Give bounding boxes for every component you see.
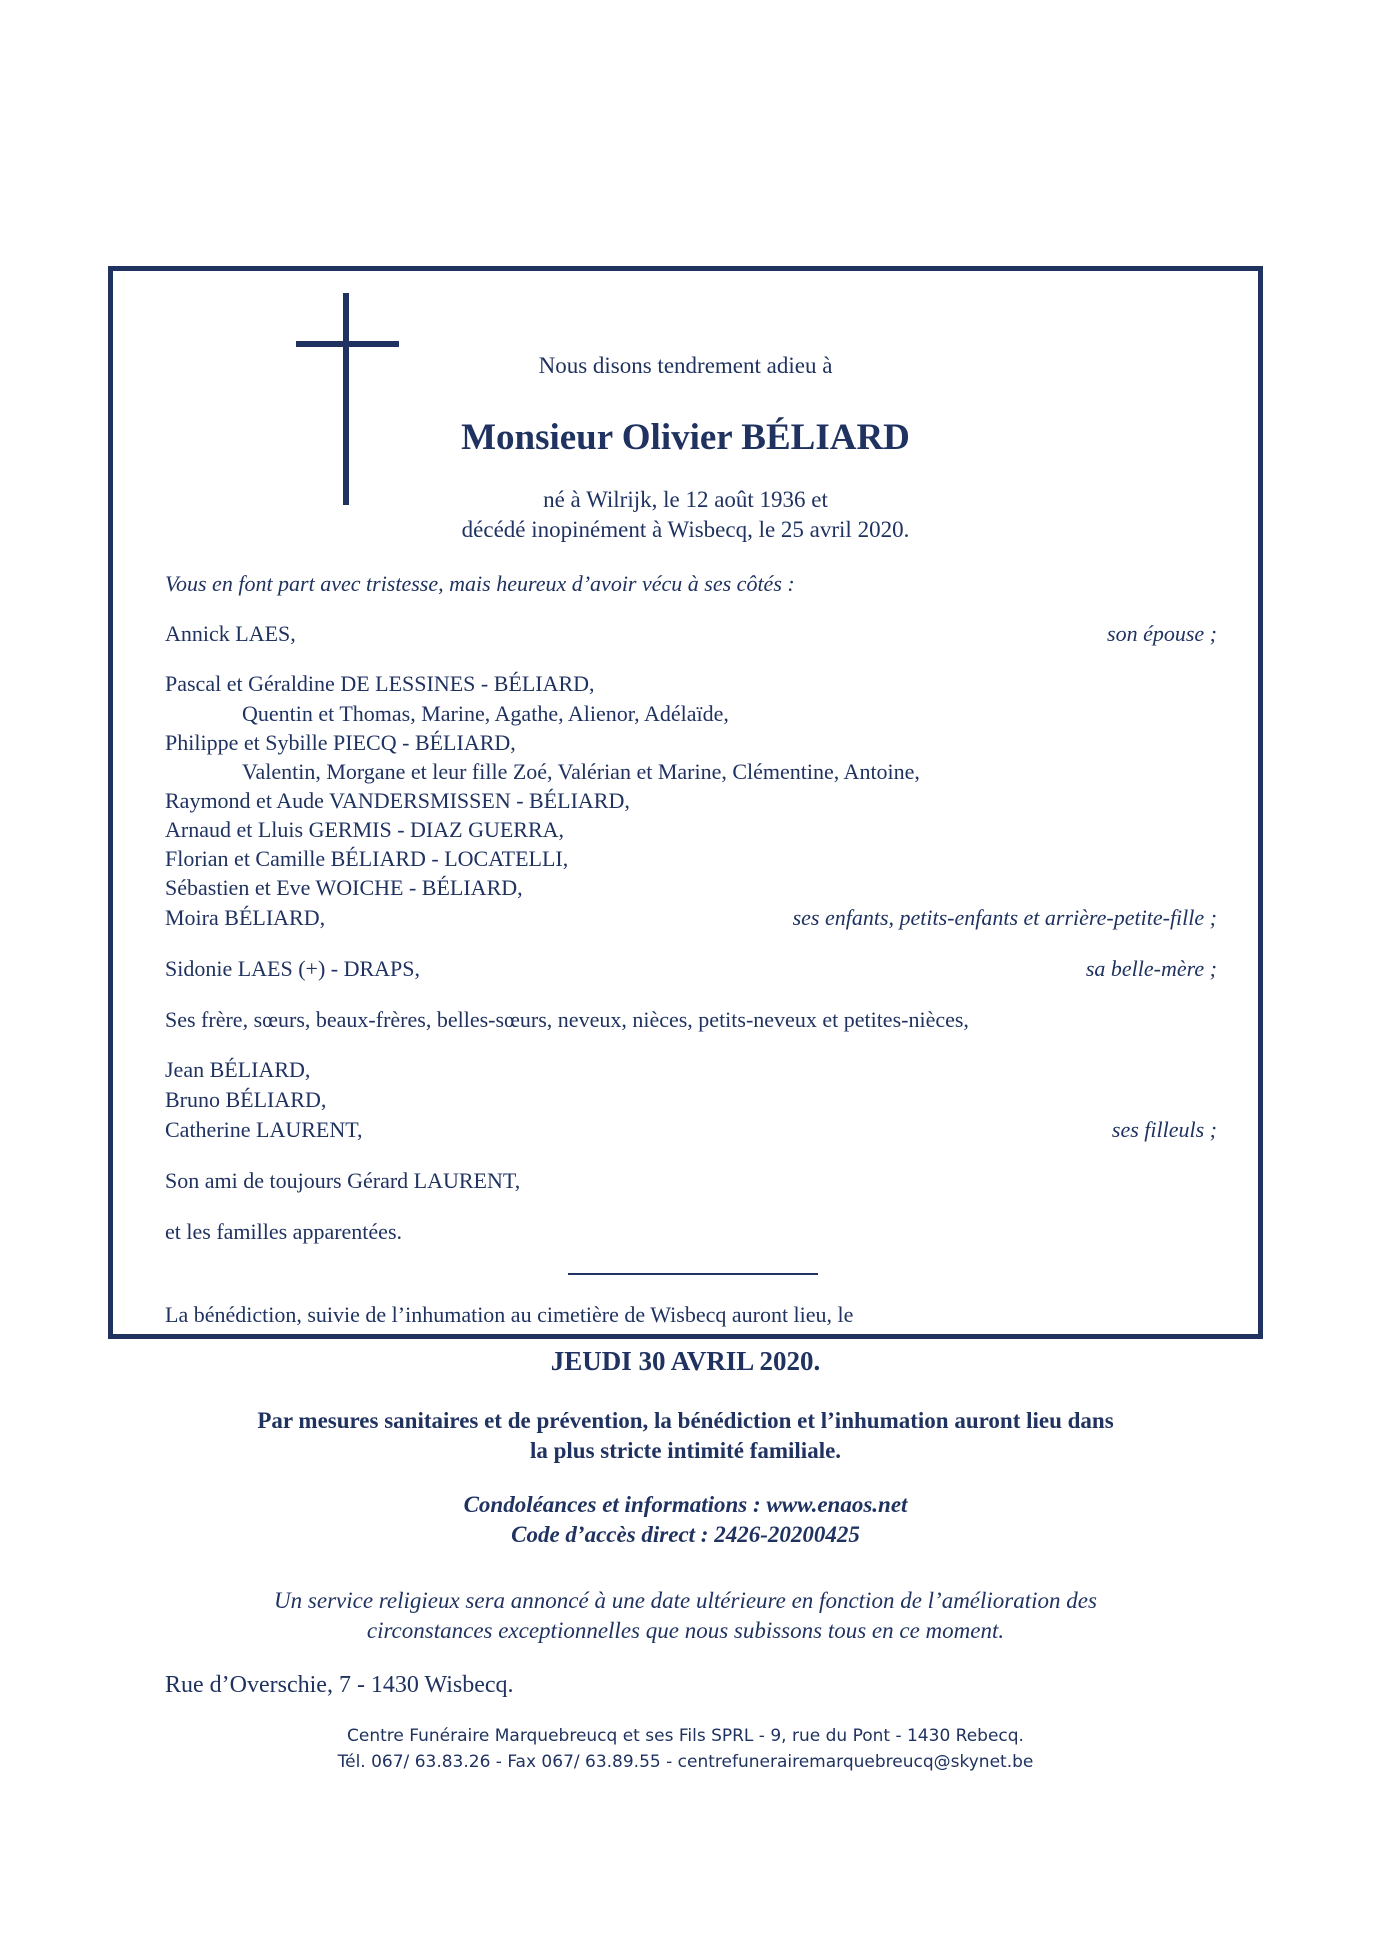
family-line: Philippe et Sybille PIECQ - BÉLIARD, [165,730,516,755]
family-line: Quentin et Thomas, Marine, Agathe, Alienor, Adélaïde, [242,701,729,726]
families-text: et les familles apparentées. [165,1219,403,1244]
service-line-1: Un service religieux sera annoncé à une date ultérieure en fonction de l’amélioration des [274,1588,1097,1613]
family-line: Valentin, Morgane et leur fille Zoé, Valérian et Marine, Clémentine, Antoine, [242,759,920,784]
family-line: Pascal et Géraldine DE LESSINES - BÉLIARD, [165,671,595,696]
mother-in-law-name: Sidonie LAES (+) - DRAPS, [165,956,421,981]
deceased-name: Monsieur Olivier BÉLIARD [461,417,910,458]
godchild-line: Bruno BÉLIARD, [165,1087,327,1112]
access-code-text: Code d’accès direct : 2426-20200425 [511,1522,860,1547]
footer-line-2: Tél. 067/ 63.83.26 - Fax 067/ 63.89.55 - centrefunerairemarquebreucq@skynet.be [337,1752,1034,1772]
footer-line-1: Centre Funéraire Marquebreucq et ses Fils SPRL - 9, rue du Pont - 1430 Rebecq. [347,1726,1024,1746]
godchildren-role: ses filleuls ; [1111,1117,1217,1142]
spouse-role: son épouse ; [1107,621,1217,646]
ceremony-date: JEUDI 30 AVRIL 2020. [550,1346,821,1376]
family-line: Moira BÉLIARD, [165,905,326,930]
ceremony-intro: La bénédiction, suivie de l’inhumation au cimetière de Wisbecq auront lieu, le [165,1302,854,1327]
friend-text: Son ami de toujours Gérard LAURENT, [165,1168,521,1193]
family-line: Florian et Camille BÉLIARD - LOCATELLI, [165,846,569,871]
announce-text: Vous en font part avec tristesse, mais heureux d’avoir vécu à ses côtés : [165,571,795,596]
birth-text: né à Wilrijk, le 12 août 1936 et [543,487,828,512]
family-line: Arnaud et Lluis GERMIS - DIAZ GUERRA, [165,817,565,842]
mother-in-law-role: sa belle-mère ; [1085,956,1217,981]
family-line: Sébastien et Eve WOICHE - BÉLIARD, [165,875,523,900]
godchild-line: Catherine LAURENT, [165,1117,363,1142]
measures-line-2: la plus stricte intimité familiale. [529,1438,842,1463]
spouse-name: Annick LAES, [165,621,296,646]
separator-line [568,1273,818,1275]
condolences-text: Condoléances et informations : www.enaos.net [463,1492,908,1517]
family-line: Raymond et Aude VANDERSMISSEN - BÉLIARD, [165,788,630,813]
death-text: décédé inopinément à Wisbecq, le 25 avril 2020. [461,517,910,542]
godchild-line: Jean BÉLIARD, [165,1057,311,1082]
measures-line-1: Par mesures sanitaires et de prévention, la bénédiction et l’inhumation auront lieu dans [257,1408,1114,1433]
intro-text: Nous disons tendrement adieu à [538,353,833,378]
address-text: Rue d’Overschie, 7 - 1430 Wisbecq. [165,1672,514,1698]
children-role: ses enfants, petits-enfants et arrière-petite-fille ; [792,905,1217,930]
siblings-text: Ses frère, sœurs, beaux-frères, belles-sœurs, neveux, nièces, petits-neveux et petites-nièces, [165,1007,969,1032]
service-line-2: circonstances exceptionnelles que nous subissons tous en ce moment. [366,1618,1005,1643]
